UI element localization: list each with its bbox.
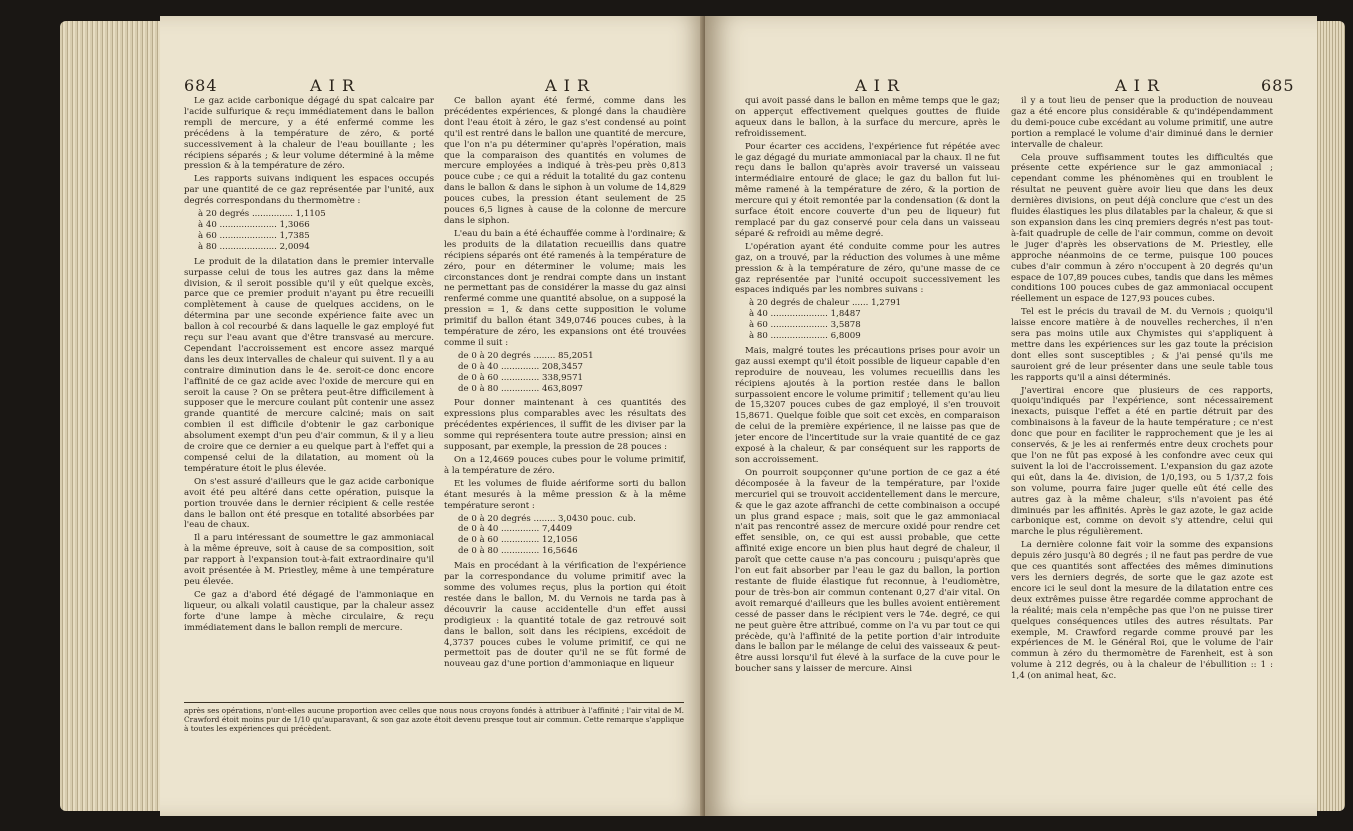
- paragraph: il y a tout lieu de penser que la production de nouveau gaz a été encore plus considérable & qu'indépendamment du demi-pouce cube excédant au volume primitif, une autre portion a remplacé le volume d'air diminué dans le dernier intervalle de chaleur.: [1011, 96, 1273, 150]
- paragraph: Pour donner maintenant à ces quantités des expressions plus comparables avec les résultats des précédentes expériences, il suffit de les diviser par la somme qui représentera toute autre pression; ainsi en supposant, par exemple, la pression de 28 pouces :: [444, 398, 686, 453]
- paragraph: Ce ballon ayant été fermé, comme dans les précédentes expériences, & plongé dans la chaudière dont l'eau étoit à zéro, le gaz s'est condensé au point qu'il est rentré dans le ballon une quantité de mercure, que l'on n'a pu déterminer qu'après l'opération, mais que la comparaison des quantités en volumes de mercure employées a indiqué à très-peu près 0,813 pouce cube ; ce qui a réduit la totalité du gaz contenu dans le ballon & dans le siphon à un volume de 14,829 pouces cubes, la pression étant seulement de 25 pouces 6,5 lignes à cause de la colonne de mercure dans le siphon.: [444, 96, 686, 226]
- table-row: de 0 à 60 .............. 338,9571: [458, 372, 584, 383]
- paragraph: On pourroit soupçonner qu'une portion de ce gaz a été décomposée à la faveur de la température, par l'oxide mercuriel qui se trouvoit accidentellement dans le mercure, & que le gaz azote affranchi de cette combinaison a occupé un plus grand espace ; mais, soit que le gaz ammoniacal n'ait pas rencontré assez de mercure oxidé pour rendre cet effet sensible, on, ce qui est aussi probable, que cette affinité exige encore un bien plus haut degré de chaleur, il paroît que cette cause n'a pas concouru ; puisqu'après que l'on eut fait absorber par l'eau le gaz du ballon, la portion restante de fluide élastique fut reconnue, à l'eudiomètre, pour de très-bon air commun contenant 0,27 d'air vital. On avoit remarqué d'ailleurs que les bulles avoient entièrement cessé de passer dans le récipient vers le 74e. degré, ce qui ne peut guère être attribué, comme on l'a vu par tout ce qui précède, qu'à l'affinité de la petite portion d'air introduite dans le ballon par le mélange de celui des vaisseaux & peut-être aussi lorsqu'il fut élevé à la surface de la cuve pour le boucher sans y laisser de mercure. Ainsi: [735, 467, 1000, 675]
- paragraph: L'opération ayant été conduite comme pour les autres gaz, on a trouvé, par la réduction des volumes à une même pression & à la température de zéro, qu'une masse de ce gaz représentée par l'unité occupoit successivement les espaces indiqués par les nombres suivans :: [735, 241, 1000, 296]
- table-row: à 60 ..................... 1,7385: [198, 230, 310, 241]
- running-head-right: A I R: [855, 76, 901, 95]
- left-column-2: [444, 96, 686, 698]
- table-row: à 60 ..................... 3,5878: [749, 320, 861, 331]
- page-edges-left: [60, 21, 170, 811]
- paragraph: Le produit de la dilatation dans le premier intervalle surpasse celui de tous les autres gaz dans la même division, & il seroit possible qu'il y eût quelque excès, parce que ce premier produit n'ayant pu être recueilli complètement à cause de quelques accidens, on le détermina par une seconde expérience faite avec un ballon à col recourbé & dans laquelle le gaz employé fut reçu sur l'eau avant que d'être transvasé au mercure. Cependant l'accroissement est encore assez marqué dans les deux intervalles de chaleur qui suivent. Il y a au contraire diminution dans le 4e. seroit-ce donc encore l'affinité de ce gaz acide avec l'oxide de mercure qui en seroit la cause ? On se prêtera peut-être difficilement à supposer que le mercure coulant pût contenir une assez grande quantité de mercure calciné; mais on sait combien il est difficile d'obtenir le gaz carbonique absolument exempt d'un peu d'air commun, & il y a lieu de croire que ce dernier a eu quelque part à l'effet qui a compensé celui de la dilatation, au moment où la température étoit le plus élevée.: [184, 256, 434, 474]
- running-head-left-col2: A I R: [545, 76, 591, 95]
- table-row: à 20 degrés ............... 1,1105: [198, 209, 326, 220]
- paragraph: Les rapports suivans indiquent les espaces occupés par une quantité de ce gaz représentée par l'unité, aux degrés correspondans du thermomètre :: [184, 174, 434, 207]
- paragraph: On a 12,4669 pouces cubes pour le volume primitif, à la température de zéro.: [444, 455, 686, 476]
- left-page: [160, 16, 705, 816]
- right-column-2: [1011, 96, 1273, 801]
- footnote-rule: [184, 702, 684, 703]
- paragraph: Cela prouve suffisamment toutes les difficultés que présente cette expérience sur le gaz ammoniacal ; cependant comme les phénomènes qui en troublent le résultat ne peuvent guère avoir lieu que dans les deux dernières divisions, on peut déjà conclure que c'est un des fluides élastiques les plus dilatables par la chaleur, & que si son expansion dans les cinq premiers degrés n'est pas tout-à-fait quadruple de celle de l'air commun, comme on devoit le juger d'après les observations de M. Priestley, elle approche néanmoins de ce terme, puisque 100 pouces cubes d'air commun à zéro n'occupent à 20 degrés qu'un espace de 107,89 pouces cubes, tandis que dans les mêmes conditions 100 pouces cubes de gaz ammoniacal occupent réellement un espace de 127,93 pouces cubes.: [1011, 152, 1273, 305]
- paragraph: Et les volumes de fluide aériforme sorti du ballon étant mesurés à la même pression & à la même température seront :: [444, 478, 686, 511]
- table-row: de 0 à 80 .............. 463,8097: [458, 383, 584, 394]
- dilatation-table: [198, 209, 434, 253]
- running-head-left: A I R: [310, 76, 356, 95]
- expansion-table: [458, 351, 686, 395]
- paragraph: Mais en procédant à la vérification de l'expérience par la correspondance du volume primitif avec la somme des volumes reçus, plus la portion qui étoit restée dans le ballon, M. du Vernois ne tarda pas à découvrir la cause accidentelle d'un effet aussi prodigieux : la quantité totale de gaz retrouvé soit dans le ballon, soit dans les récipiens, excédoit de 4,3737 pouces cubes le volume primitif, ce qui ne permettoit pas de douter qu'il ne se fût formé de nouveau gaz d'une portion d'ammoniaque en liqueur: [444, 561, 686, 670]
- page-edges-right: [1317, 21, 1345, 811]
- right-page: [705, 16, 1317, 816]
- volume-table: [458, 514, 686, 558]
- table-row: à 80 ..................... 2,0094: [198, 241, 310, 252]
- paragraph: La dernière colonne fait voir la somme des expansions depuis zéro jusqu'à 80 degrés ; il ne faut pas perdre de vue que ces quantités sont affectées des mêmes diminutions vers les derniers degrés, de sorte que le gaz azote est encore ici le seul dont la mesure de la dilatation entre ces deux extrêmes puisse être regardée comme approchant de la réalité; mais cela n'empêche pas que l'on ne puisse tirer quelques conséquences utiles des autres résultats. Par exemple, M. Crawford regarde comme prouvé par les expériences de M. le Général Roi, que le volume de l'air commun à zéro du thermomètre de Farenheit, est à son volume à 212 degrés, ou à la chaleur de l'ébullition :: 1 : 1,4 (on animal heat, &c.: [1011, 540, 1273, 682]
- table-row: à 40 ..................... 1,3066: [198, 219, 310, 230]
- paragraph: L'eau du bain a été échauffée comme à l'ordinaire; & les produits de la dilatation recueillis dans quatre récipiens séparés ont été ramenés à la température de zéro, pour en déterminer le volume; mais les circonstances dont je rendrai compte dans un instant ne permettant pas de considérer la masse du gaz ainsi renfermé comme une quantité absolue, on a supposé la pression = 1, & dans cette supposition le volume primitif du ballon étant 349,0746 pouces cubes, à la température de zéro, les expansions ont été trouvées comme il suit :: [444, 228, 686, 348]
- paragraph: On s'est assuré d'ailleurs que le gaz acide carbonique avoit été peu altéré dans cette opération, puisque la portion trouvée dans le dernier récipient & celle restée dans le ballon ont été presque en totalité absorbées par l'eau de chaux.: [184, 476, 434, 531]
- footnote: après ses opérations, n'ont-elles aucune proportion avec celles que nous nous croyons fondés à attribuer à l'affinité ; l'air vital de M. Crawford étoit moins pur de 1/10 qu'auparavant, & son gaz azote étoit devenu presque tout air commun. Cette remarque s'applique à toutes les expériences qui précèdent.: [184, 706, 684, 734]
- paragraph: Il a paru intéressant de soumettre le gaz ammoniacal à la même épreuve, soit à cause de sa composition, soit par rapport à l'expansion tout-à-fait extraordinaire qu'il avoit présentée à M. Priestley, même à une température peu élevée.: [184, 533, 434, 587]
- right-column-1: [735, 96, 1000, 801]
- table-row: à 40 ..................... 1,8487: [749, 309, 861, 320]
- table-row: de 0 à 80 .............. 16,5646: [458, 546, 578, 557]
- paragraph: Pour écarter ces accidens, l'expérience fut répétée avec le gaz dégagé du muriate ammoniacal par la chaux. Il ne fut reçu dans le ballon qu'après avoir traversé un vaisseau intermédiaire entouré de glace; le gaz du ballon fut lui-même ramené à la température de zéro, & la portion de mercure qui y étoit remontée par la condensation (& dont la surface étoit encore couverte d'un peu de liqueur) fut remplacé par du gaz conservé pour cela dans un vaisseau séparé & refroidi au même degré.: [735, 141, 1000, 239]
- page-number-left: 684: [184, 76, 218, 95]
- paragraph: Ce gaz a d'abord été dégagé de l'ammoniaque en liqueur, ou alkali volatil caustique, par la chaleur assez forte d'une lampe à mèche circulaire, & reçu immédiatement dans le ballon rempli de mercure.: [184, 589, 434, 633]
- table-row: de 0 à 20 degrés ........ 85,2051: [458, 350, 594, 361]
- paragraph: Mais, malgré toutes les précautions prises pour avoir un gaz aussi exempt qu'il étoit possible de liqueur capable d'en reproduire de nouveau, les volumes recueillis dans les récipiens ajoutés à la portion restée dans le ballon surpassoient encore le volume primitif ; tellement qu'au lieu de 15,3207 pouces cubes de gaz employé, il s'en trouvoit 15,8671. Quelque foible que soit cet excès, en comparaison de celui de la première expérience, il ne laisse pas que de jeter encore de l'incertitude sur la vraie quantité de ce gaz exposé à la chaleur, & par conséquent sur les rapports de son accroissement.: [735, 345, 1000, 465]
- paragraph: qui avoit passé dans le ballon en même temps que le gaz; on apperçut effectivement quelques gouttes de fluide aqueux dans le ballon, à la surface du mercure, après le refroidissement.: [735, 96, 1000, 139]
- table-row: à 20 degrés de chaleur ...... 1,2791: [749, 298, 902, 309]
- table-row: de 0 à 60 .............. 12,1056: [458, 535, 578, 546]
- left-column-1: [184, 96, 434, 698]
- ammoniac-table: [749, 298, 1000, 342]
- running-head-right-col2: A I R: [1115, 76, 1161, 95]
- table-row: à 80 ..................... 6,8009: [749, 331, 861, 342]
- paragraph: Tel est le précis du travail de M. du Vernois ; quoiqu'il laisse encore matière à de nouvelles recherches, il n'en sera pas moins utile aux Chymistes qui s'appliquent à mettre dans les expériences sur les gaz toute la précision dont elles sont susceptibles ; & j'ai pensé qu'ils me sauroient gré de leur présenter dans une seule table tous les rapports qu'il a ainsi déterminés.: [1011, 307, 1273, 383]
- page-number-right: 685: [1261, 76, 1295, 95]
- open-book: [10, 6, 1345, 825]
- table-row: de 0 à 20 degrés ........ 3,0430 pouc. cub.: [458, 513, 636, 524]
- paragraph: Le gaz acide carbonique dégagé du spat calcaire par l'acide sulfurique & reçu immédiatement dans le ballon rempli de mercure, y a été enfermé comme les précédens à la température de zéro, & porté successivement à la chaleur de l'eau bouillante ; les récipiens séparés ; & leur volume déterminé à la même pression & à la température de zéro.: [184, 96, 434, 172]
- table-row: de 0 à 40 .............. 208,3457: [458, 361, 584, 372]
- table-row: de 0 à 40 .............. 7,4409: [458, 524, 573, 535]
- paragraph: J'avertirai encore que plusieurs de ces rapports, quoiqu'indiqués par l'expérience, sont nécessairement inexacts, puisque l'effet a été en partie détruit par des combinaisons à la faveur de la haute température ; ce n'est donc que pour en faciliter le rapprochement que je les ai conservés, & je les ai renfermés entre deux crochets pour que l'on ne fût pas exposé à les confondre avec ceux qui suivent la loi de l'accroissement. L'expansion du gaz azote qui eût, dans la 4e. division, de 1/0,193, ou 5 1/37,2 fois son volume, pourra faire juger quelle eût été celle des autres gaz à la même chaleur, s'ils n'avoient pas été diminués par les affinités. Après le gaz azote, le gaz acide carbonique est, comme on devoit s'y attendre, celui qui marche le plus régulièrement.: [1011, 385, 1273, 538]
